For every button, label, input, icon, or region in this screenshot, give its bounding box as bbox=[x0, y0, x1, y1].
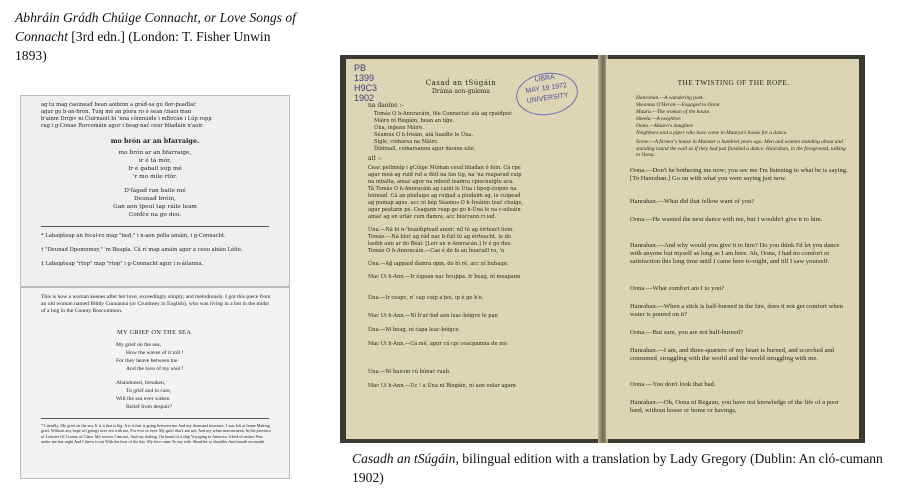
irish-cast-3: Úna, inġean Máire. bbox=[374, 125, 424, 131]
irish-footnote-2: † "Deunaḋ Dpomnmoy," 'm Beapla. Cá rí map amáin agur a ceoo abáin Léite. bbox=[41, 247, 243, 253]
caption-right bbox=[352, 449, 892, 487]
irish-body-5: teineaḋ. Cá an pluḋaipe ag raiġaḋ a pluḋaiṁ ag, le cuipeaḋ bbox=[368, 193, 521, 199]
english-dialogue-10: Hanrahan.—Oh, Oona ni Regaun, you have not knowledge of the life of a poor bard, without house or home or havings, bbox=[630, 399, 839, 415]
handwritten-call-number bbox=[354, 63, 377, 103]
right-page-english bbox=[606, 59, 859, 439]
irish-cast-1: Tomás O h-Annracáin, file Connaċtaċ atá ag rpaiḋpoċ bbox=[374, 111, 512, 117]
english-cast-5: Oona.—Maura's daughter. bbox=[636, 123, 694, 129]
english-cast-6: Neighbors and a piper who have come to Maurya's house for a dance. bbox=[636, 130, 788, 136]
irish-verse-3: Ir é gabail ioiṗ mé bbox=[128, 166, 182, 172]
english-dialogue-3: Oona.—He wanted the next dance with me, but I wouldn't give it to him. bbox=[630, 216, 823, 223]
english-footnote: * Literally, My grief on the sea, It is it that is big. It is it that is going between me And my thousand treasures. I was left at home Making grief, Without any hope of (going) over sea with me, For ever or ever. My grief that I am not, And my white mavourneen, In the province of Leinster Or County of Clare. My sorrow I am not, And my darling, On board of a ship Voyaging to America. A bed of rushes Was under me last night And I threw it out With the heat of the day. My love came To my side, Shoulder to shoulder And mouth on mouth. bbox=[41, 423, 272, 444]
caption-right-rest: , bilingual edition with a translation by Lady Gregory (Dublin: An cló-cumann 1902) bbox=[352, 451, 883, 485]
english-cast-1: Hanrahan.—A wandering poet. bbox=[636, 95, 704, 101]
english-dialogue-1: Oona.—Don't be bothering me now; you see me I'm listening to what he is saying. [To Hanrahan.] Go on with what you were saying just now. bbox=[630, 167, 848, 183]
irish-footnote-3: ‡ Labaipṫeap "rtop" map "rtop" i g-Connacht agur i n-áiṫanna. bbox=[41, 261, 204, 267]
english-verse-3: For they heave between me bbox=[116, 358, 178, 364]
english-cast-3: Maura.—The woman of the house. bbox=[636, 109, 711, 115]
irish-body-2: agur mná ag ruiḋ ruṫ a ḋéiṫ na fan tig, na 'na reaparaḋ cuip bbox=[368, 172, 522, 178]
irish-body-20: Mac Ui h-Ann.—Uc ! a Úna ni Ríoġáin, ní aon eolar agam- bbox=[368, 383, 518, 389]
irish-line-3: b'ainm Dríġiv ni Ċuirnaoit bí 'nna cóinnuiḋe i mBoċán i Lúp ropp bbox=[41, 116, 212, 122]
english-dialogue-7: Oona.—But sure, you are not half-burned? bbox=[630, 329, 743, 336]
irish-body-7: agur peaṫann pé. Ceagann reap go go h-Úna le na c-oileáin bbox=[368, 207, 521, 213]
call-line-3: H9C3 bbox=[354, 83, 378, 93]
irish-play-subtitle: Dráma aon-gníoma bbox=[431, 88, 490, 95]
irish-body-18: Mac Ui h-Ann.—Cá mé, agur cá cpí ceacpamna de mo bbox=[368, 341, 507, 347]
irish-line-4: rag i g-Conae Rorcomáin agur i beag-nać ceur bliaḋain n'aoir. bbox=[41, 123, 204, 129]
irish-verse-6: Deunaḋ bróin, bbox=[134, 196, 176, 202]
english-verse-2: How the waves of it roll ! bbox=[126, 350, 184, 356]
caption-left-rest: [3rd edn.] (London: T. Fisher Unwin 1893) bbox=[15, 29, 271, 63]
english-verse-5: Abandoned, forsaken, bbox=[116, 380, 166, 386]
english-verse-1: My grief on the sea, bbox=[116, 342, 161, 348]
irish-body-4: Tá Tomás O h-Annracáin ag caint le Úna i bpoġ-ċoipne na bbox=[368, 186, 517, 192]
irish-verse-2: ir é tá mór, bbox=[138, 158, 172, 164]
caption-left bbox=[15, 8, 305, 65]
english-dialogue-2: Hanrahan.—What did that fellow want of you? bbox=[630, 198, 755, 205]
english-dialogue-9: Oona.—You don't look that bad. bbox=[630, 381, 716, 388]
irish-verse-5: D'ḟágaḋ ran ḃaile mé bbox=[124, 188, 186, 194]
book-photo bbox=[340, 55, 865, 443]
english-verse-8: Relief from despair? bbox=[126, 404, 172, 410]
caption-right-title: Casadh an tSúgáin bbox=[352, 451, 456, 466]
footnote-divider bbox=[41, 226, 269, 227]
english-scene: Scene.—A farmer's house in Munster a hundred years ago. Men and women standing about and standing round the wall as if they had just finished a dance. Hanrahan, in the foreground, talking to Oona. bbox=[636, 139, 846, 159]
irish-cast-heading: na daoine :- bbox=[368, 102, 404, 109]
irish-body-13: Úna.—Ağ ıappaıḋ ḋamra opm, do ḃí ré, acc ní ḃuḃaıpc bbox=[368, 261, 508, 267]
stamp-top: LIBRA bbox=[534, 73, 556, 84]
scan-irish-text bbox=[20, 95, 290, 287]
stamp-date: MAY 19 1972 bbox=[525, 82, 568, 95]
irish-cast-4: Séamus O h-Íreáin, atá luaiḋte le Úna. bbox=[374, 132, 474, 138]
irish-body-3: na mbalta, amaċ agur na mbeiḋ teaṁra cpiocnuiġṫe aca. bbox=[368, 179, 514, 185]
english-play-title: THE TWISTING OF THE ROPE. bbox=[677, 78, 790, 87]
irish-play-title: Casaḋ an tSúgáin bbox=[425, 79, 497, 87]
english-dialogue-4: Hanrahan.—And why would you give it to him? Do you think I'd let you dance with anyone but myself as long as I am here. Ah, Oona, I had no comfort or satisfaction this long time until I came here to-night, and till I saw yourself. bbox=[630, 242, 840, 266]
english-cast-2: Sheamus O'Heran.—Engaged to Oona. bbox=[636, 102, 721, 108]
irish-body-9: Úna.—Ná bí n-'buaiḋipteaḋ anoir; níl tú ag éirteaċt liom. bbox=[368, 227, 514, 233]
english-footnote-divider bbox=[41, 418, 269, 419]
irish-cast-5: Sígle, cóṁarsa na Máire. bbox=[374, 139, 439, 145]
irish-body-14: Mac Ui h-Ann.—Ir éigean nac ḃcuṗpa. Ir ḃeag, ní meapann bbox=[368, 274, 521, 280]
irish-body-10: Tomás.—Ná bíoċ ag ráḋ nac b-ḟuil tú ag éirteacht, le do bbox=[368, 234, 511, 240]
irish-body-1: Ceac peilmeip i gCúige Múṁan ceuḋ bliaḋan ó foin. Cá rpe bbox=[368, 165, 521, 171]
call-line-2: 1399 bbox=[354, 73, 375, 83]
stamp-bottom: UNIVERSITY bbox=[526, 92, 569, 105]
irish-body-17: Úna.—Ni ḃeag, ní ċapa leac-ḃóigce. bbox=[368, 327, 461, 333]
scan-english-text bbox=[20, 287, 290, 479]
irish-body-15: Úna.—Ir ceapc, n' cap cuip a'ṗoi, ıp é go ḃ'e. bbox=[368, 295, 484, 301]
caption-left-title: Abhráin Grádh Chúige Connacht, or Love Songs of Connacht bbox=[15, 10, 296, 44]
irish-body-11: ṫaobh ann ar do Ḃéal: [Leir an n-Annracán.] Ir é go deo. bbox=[368, 241, 512, 247]
english-dialogue-5: Oona.—What comfort am I to you? bbox=[630, 285, 725, 292]
irish-song-title: mo ḃrón ar an ḃfarraige. bbox=[110, 137, 200, 145]
irish-line-2: agur go b-an-brón. Tuig mé an píora ro ó ṡean ċnaoi ṁan bbox=[41, 109, 192, 115]
call-line-4: 1902 bbox=[354, 93, 375, 103]
english-verse-6: To grief and to care, bbox=[126, 388, 172, 394]
irish-act-heading: ait :- bbox=[368, 155, 382, 162]
english-dialogue-8: Hanrahan.—I am, and three-quarters of my heart is burned, and scorched and consumed, struggling with the world and the world struggling with me. bbox=[630, 347, 834, 363]
irish-body-19: Úna.—Ní ḃaicım cú ḃúnaċ ruaḃ. bbox=[368, 369, 451, 375]
english-verse-4: And the love of my soul ! bbox=[126, 366, 184, 372]
irish-body-8: amaċ ag an urlár cum ḋamra, acc ḃioċrann ri ioḋ. bbox=[368, 214, 497, 220]
irish-body-6: ag pumap agus, acc ni bép Séamus O h-Íreáinn teaċ chuige, bbox=[368, 200, 524, 206]
english-cast-4: Sheela.—A neighbor. bbox=[636, 116, 682, 122]
irish-body-16: Mac Ui h-Ann.—Ní ḃ'aċ-bıḋ aon leac-ḃóigce le pan bbox=[368, 313, 498, 319]
english-song-heading: MY GRIEF ON THE SEA. bbox=[116, 329, 194, 336]
left-page-irish bbox=[346, 59, 602, 439]
irish-verse-7: Gan aon tṗeul tap ráile leam bbox=[113, 204, 197, 210]
irish-cast-6: Ďóṁnall, cóṁarsanna agur daoine eile. bbox=[374, 146, 476, 152]
english-intro: This is how a woman keenes after her love, exceedingly simply, and melodiously. I got this piece from an old woman named Biddy Cunnanna (or Crummey in English), who was living in a hut in the midst of a bog in the County Roscommon. bbox=[41, 294, 271, 314]
english-dialogue-6: Hanrahan.—When a stick is half-burned in the fire, does it not get comfort when water is poured on it? bbox=[630, 303, 843, 319]
irish-verse-4: 'r mo ṁíle rtór. bbox=[132, 174, 178, 180]
irish-cast-2: Máire ní Riogáin, bean an tíġe. bbox=[374, 118, 455, 124]
call-line-1: PB bbox=[354, 63, 367, 73]
irish-line-1: ag tu mag ċaoineaḋ bean aoibinn a gráḋ-sa gu fíor-ṗeaḋlaċ bbox=[41, 102, 196, 108]
irish-footnote-1: * Labaipṫeap an focal-ro map "bed," i n-aon ṗolla amáin, i g-Connacht. bbox=[41, 233, 226, 239]
english-verse-7: Will the sea ever waken bbox=[116, 396, 170, 402]
irish-verse-8: Coiḋċe na go deo. bbox=[128, 212, 182, 218]
irish-body-12: Tomás O h-Annracáin.—Cao é do bí an ḃuaċaill ro, 'n bbox=[368, 248, 505, 254]
irish-verse-1: mo ḃrón ar an ḃfarraige, bbox=[118, 150, 192, 156]
